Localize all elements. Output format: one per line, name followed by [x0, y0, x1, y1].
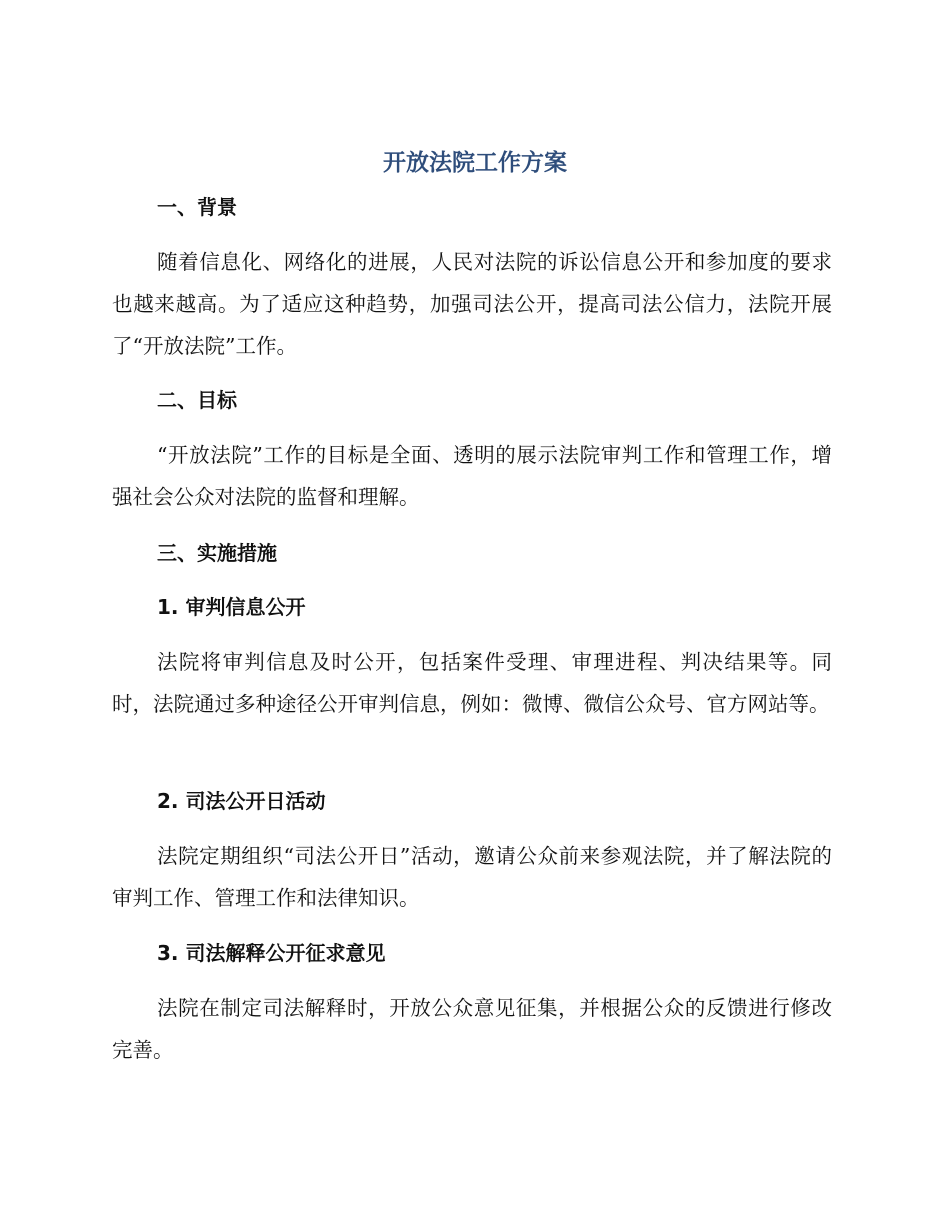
section-heading-measures: 三、实施措施	[157, 541, 277, 565]
document-title: 开放法院工作方案	[383, 150, 567, 176]
section-heading-goal: 二、目标	[157, 388, 237, 412]
paragraph-interpretation: 法院在制定司法解释时，开放公众意见征集，并根据公众的反馈进行修改完善。	[112, 996, 832, 1062]
paragraph-trial-info: 法院将审判信息及时公开，包括案件受理、审理进程、判决结果等。同时，法院通过多种途径公开审判信息，例如：微博、微信公众号、官方网站等。	[112, 650, 832, 716]
section-heading-background: 一、背景	[157, 195, 237, 219]
paragraph-open-day: 法院定期组织“司法公开日”活动，邀请公众前来参观法院，并了解法院的审判工作、管理工作和法律知识。	[112, 844, 832, 910]
subsection-heading-trial-info: 1. 审判信息公开	[157, 595, 306, 619]
paragraph-background: 随着信息化、网络化的进展，人民对法院的诉讼信息公开和参加度的要求也越来越高。为了适应这种趋势，加强司法公开，提高司法公信力，法院开展了“开放法院”工作。	[112, 250, 832, 358]
subsection-heading-open-day: 2. 司法公开日活动	[157, 789, 326, 813]
paragraph-goal: “开放法院”工作的目标是全面、透明的展示法院审判工作和管理工作，增强社会公众对法院的监督和理解。	[112, 443, 832, 509]
subsection-heading-interpretation: 3. 司法解释公开征求意见	[157, 941, 386, 965]
